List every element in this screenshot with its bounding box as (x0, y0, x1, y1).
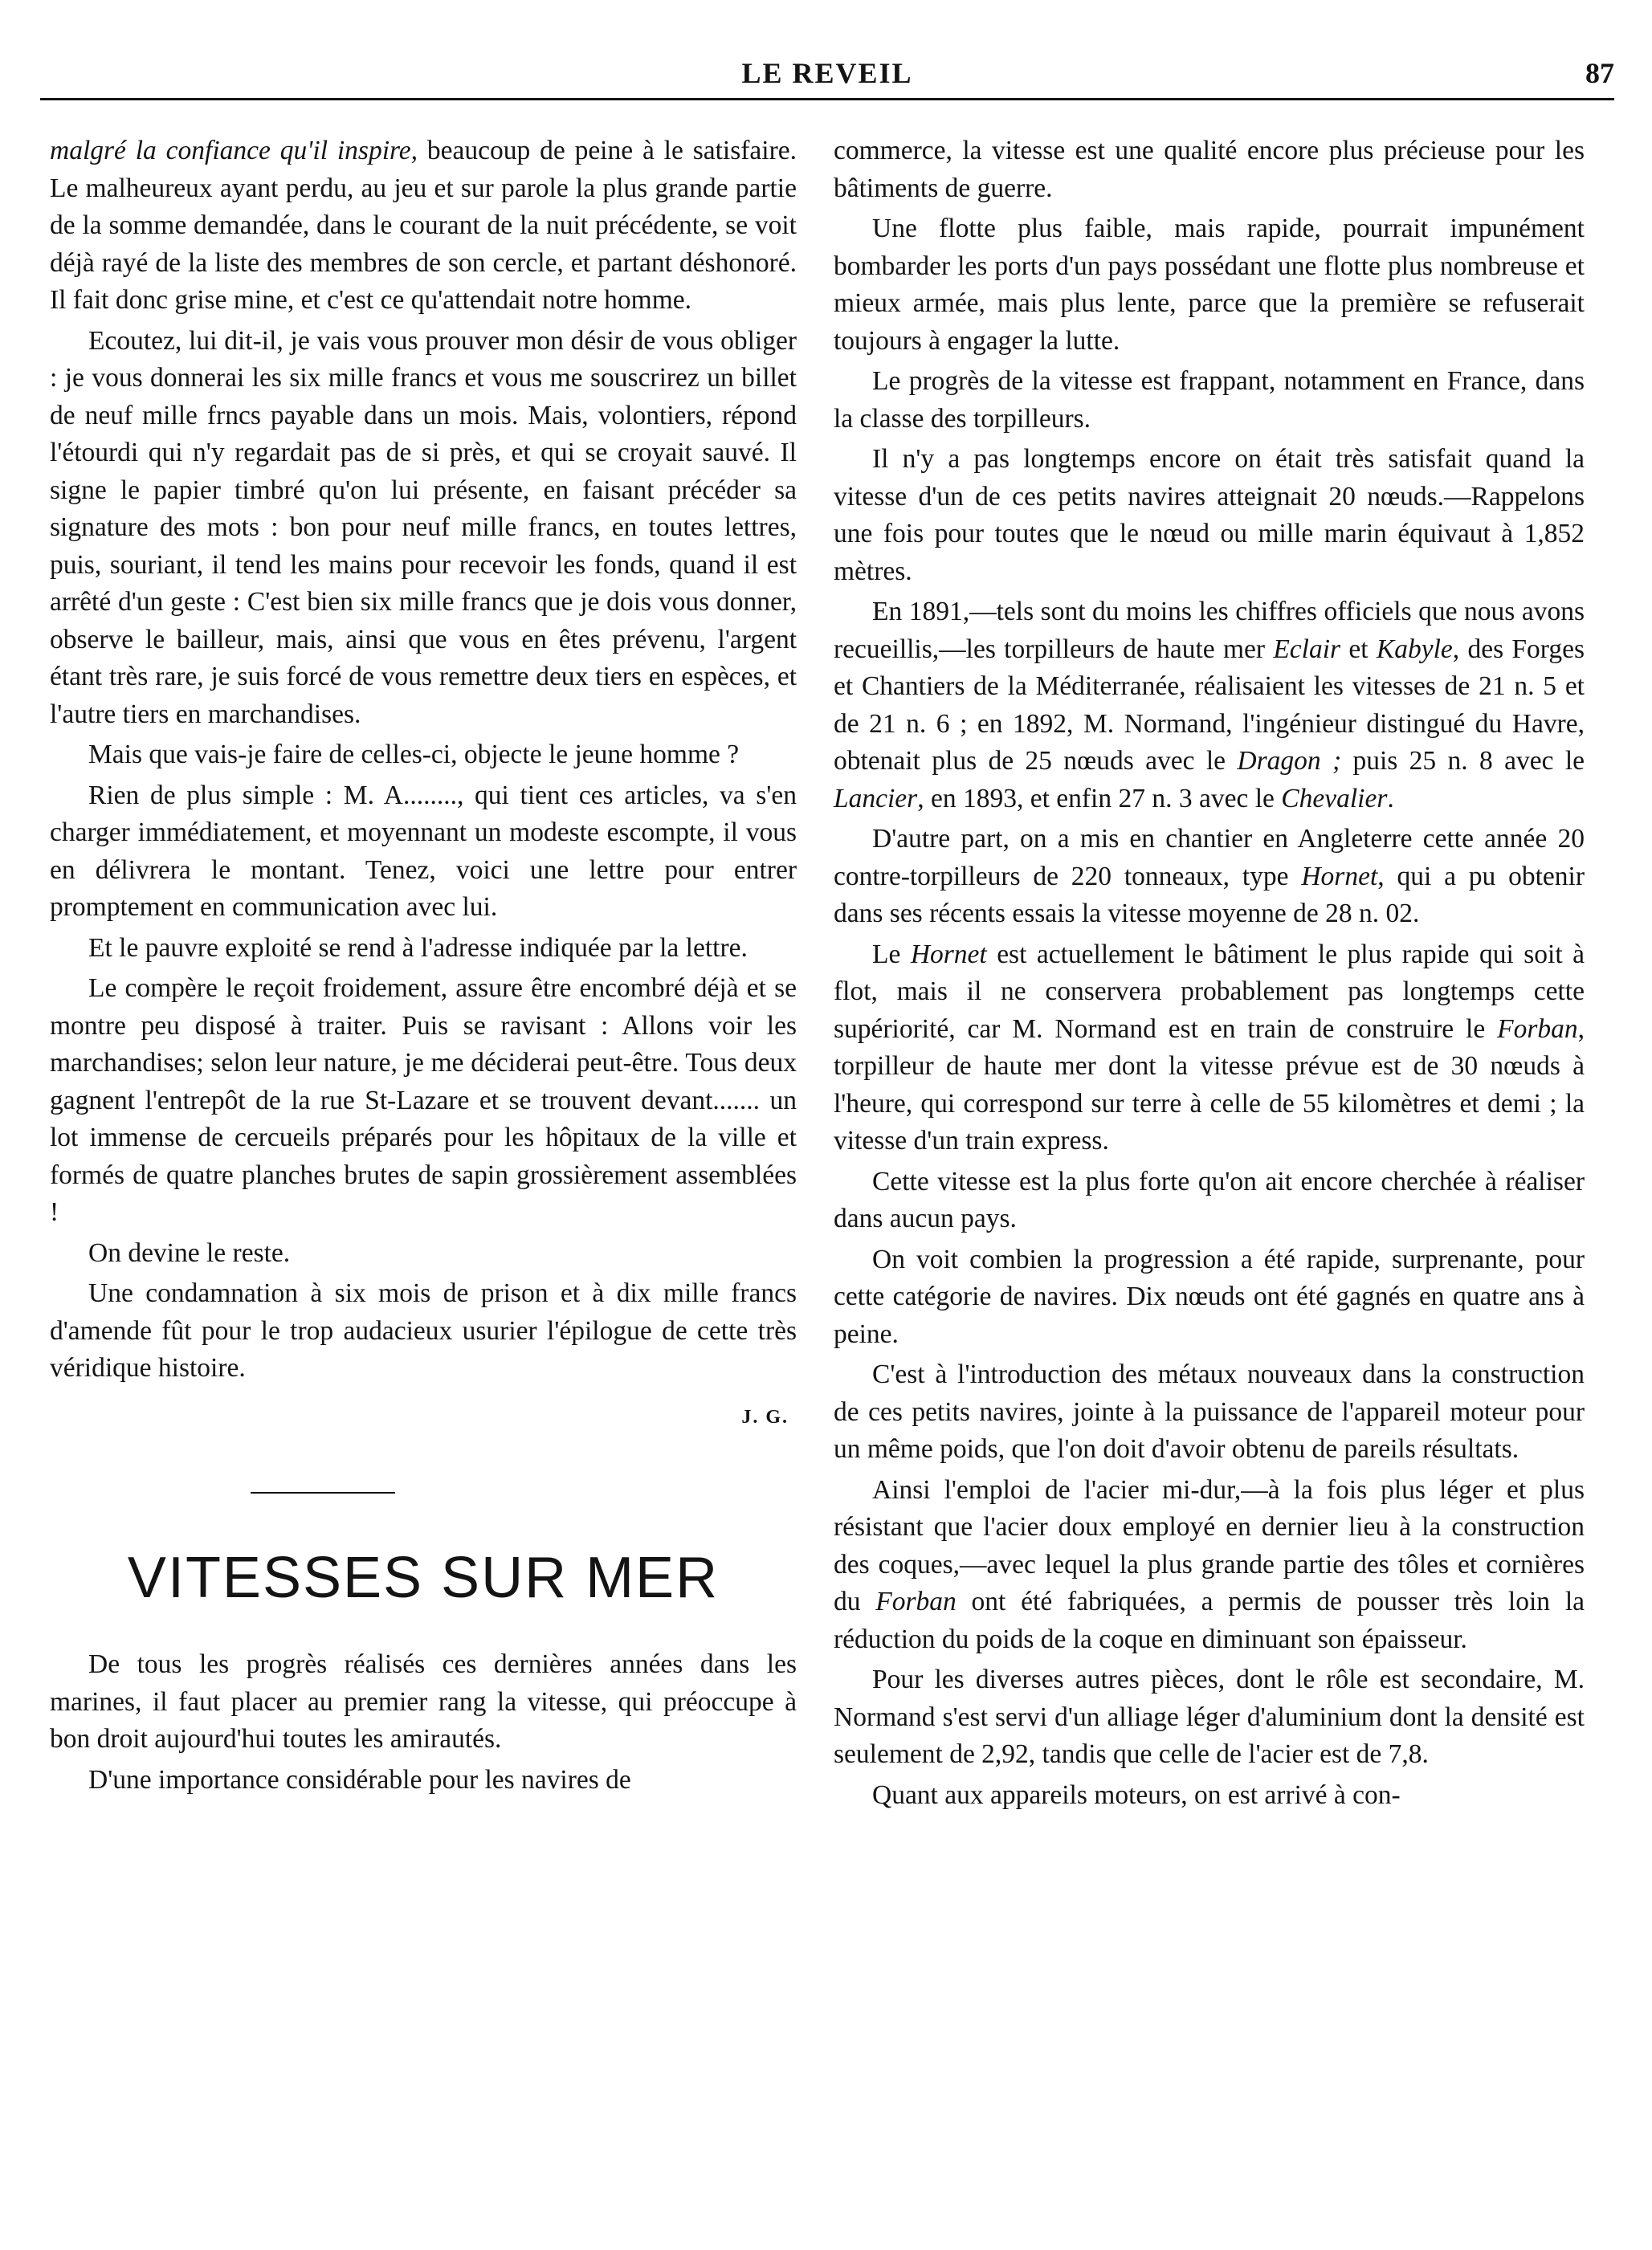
paragraph-text: Le (872, 939, 911, 969)
paragraph: Une flotte plus faible, mais rapide, pourrait impunément bombarder les ports d'un pays possédant une flotte plus nombreuse et mieux armée, mais plus lente, parce que la première se refuserait toujours à engager la lutte. (834, 214, 1585, 356)
paragraph-text: . (1387, 783, 1394, 813)
paragraph: On devine le reste. (88, 1237, 291, 1268)
paragraph-text: , en 1893, et enfin 27 n. 3 avec le (917, 783, 1282, 813)
paragraph (834, 821, 1585, 933)
paragraph-text: est actuellement le bâtiment le plus rapide qui soit à flot, mais il ne conservera probablement pas longtemps cette supériorité, car M. Normand est en train de construire le (834, 939, 1585, 1044)
paragraph (834, 593, 1585, 817)
paragraph-text: puis 25 n. 8 avec le (1341, 746, 1585, 776)
article-title: VITESSES SUR MER (127, 1546, 720, 1610)
ship-name: Hornet (1301, 861, 1378, 891)
paragraph: commerce, la vitesse est une qualité encore plus précieuse pour les bâtiments de guerre. (834, 136, 1585, 203)
ship-name: Kabyle (1376, 634, 1453, 664)
header-rule (40, 98, 1614, 100)
paragraph: Ecoutez, lui dit-il, je vais vous prouver mon désir de vous obliger : je vous donnerai les six mille francs et vous me souscrirez un billet de neuf mille frncs payable dans un mois. Mais, volontiers, répond l'étourdi qui n'y regardait pas de si près, et qui se croyait sauvé. Il signe le papier timbré qu'on lui présente, en faisant précéder sa signature des mots : bon pour neuf mille francs, en toutes lettres, puis, souriant, il tend les mains pour recevoir les fonds, quand il est arrêté d'un geste : C'est bien six mille francs que je dois vous donner, observe le bailleur, mais, ainsi que vous en êtes prévenu, l'argent étant très rare, je suis forcé de vous remettre deux tiers en espèces, et l'autre tiers en marchandises. (50, 325, 797, 729)
paragraph-text: D'autre part, on a mis en chantier en Angleterre cette année 20 contre-torpilleurs de 220 tonneaux, type (834, 824, 1585, 891)
left-column (50, 132, 797, 1802)
paragraph-text: En 1891,—tels sont du moins les chiffres officiels que nous avons recueillis,—les torpilleurs de haute mer (834, 597, 1585, 664)
ship-name: Hornet (910, 939, 987, 969)
paragraph: Une condamnation à six mois de prison et à dix mille francs d'amende fût pour le trop audacieux usurier l'épilogue de cette très véridique histoire. (50, 1278, 797, 1383)
paragraph (50, 132, 797, 320)
paragraph: C'est à l'introduction des métaux nouveaux dans la construction de ces petits navires, jointe à la puissance de l'appareil moteur pour un même poids, que l'on doit d'avoir obtenu de pareils résultats. (834, 1359, 1585, 1464)
page-number: 87 (1585, 57, 1614, 89)
ship-name: Dragon ; (1237, 746, 1342, 776)
paragraph: D'une importance considérable pour les navires de (88, 1764, 631, 1795)
ship-name: Lancier (834, 783, 918, 813)
paragraph: Il n'y a pas longtemps encore on était très satisfait quand la vitesse d'un de ces petits navires atteignait 20 nœuds.—Rappelons une fois pour toutes que le nœud ou mille marin équivaut à 1,852 mètres. (834, 444, 1585, 586)
paragraph-text: , des Forges et Chantiers de la Méditerranée, réalisaient les vitesses de 21 n. 5 et de 21 n. 6 ; en 1892, M. Normand, l'ingénieur distingué du Havre, obtenait plus de 25 nœuds avec le (834, 634, 1585, 776)
paragraph: Cette vitesse est la plus forte qu'on ait encore cherchée à réaliser dans aucun pays. (834, 1166, 1585, 1233)
paragraph: Le progrès de la vitesse est frappant, notamment en France, dans la classe des torpilleurs. (834, 366, 1585, 434)
ship-name: Forban (1497, 1013, 1578, 1044)
paragraph: Quant aux appareils moteurs, on est arrivé à con- (872, 1779, 1401, 1810)
author-signature: J. G. (741, 1406, 789, 1428)
right-column (834, 132, 1585, 1817)
paragraph (834, 1472, 1585, 1659)
paragraph: Mais que vais-je faire de celles-ci, objecte le jeune homme ? (88, 740, 740, 769)
paragraph-text: , qui a pu obtenir dans ses récents essais la vitesse moyenne de 28 n. 02. (834, 861, 1585, 928)
section-divider (251, 1492, 395, 1494)
paragraph: Pour les diverses autres pièces, dont le rôle est secondaire, M. Normand s'est servi d'un alliage léger d'aluminium dont la densité est seulement de 2,92, tandis que celle de l'acier est de 7,8. (834, 1665, 1585, 1769)
paragraph: Le compère le reçoit froidement, assure être encombré déjà et se montre peu disposé à traiter. Puis se ravisant : Allons voir les marchandises; selon leur nature, je me déciderai peut-être. Tous deux gagnent l'entrepôt de la rue St-Lazare et se trouvent devant....... un lot immense de cercueils préparés pour les hôpitaux de la ville et formés de quatre planches brutes de sapin grossièrement assemblées ! (50, 973, 797, 1227)
ship-name: Forban (875, 1587, 957, 1616)
paragraph (834, 936, 1585, 1160)
paragraph-text: et (1340, 634, 1377, 664)
paragraph-text: Ainsi l'emploi de l'acier mi-dur,—à la fois plus léger et plus résistant que l'acier doux employé en dernier lieu à la construction des coques,—avec lequel la plus grande partie des tôles et cornières du (834, 1474, 1585, 1616)
ship-name: Eclair (1273, 634, 1341, 664)
paragraph: Et le pauvre exploité se rend à l'adresse indiquée par la lettre. (88, 932, 748, 963)
ship-name: Chevalier (1281, 783, 1388, 813)
journal-title: LE REVEIL (741, 57, 913, 89)
paragraph-text: , torpilleur de haute mer dont la vitesse prévue est de 30 nœuds à l'heure, qui correspond sur terre à celle de 55 kilomètres et demi ; la vitesse d'un train express. (834, 1013, 1585, 1156)
paragraph: On voit combien la progression a été rapide, surprenante, pour cette catégorie de navires. Dix nœuds ont été gagnés en quatre ans à peine. (834, 1244, 1585, 1349)
italic-text: malgré la confiance qu'il inspire, (50, 136, 418, 165)
paragraph: De tous les progrès réalisés ces dernières années dans les marines, il faut placer au premier rang la vitesse, qui préoccupe à bon droit aujourd'hui toutes les amirautés. (50, 1649, 797, 1754)
page-header (40, 56, 1614, 104)
paragraph-text: ont été fabriquées, a permis de pousser très loin la réduction du poids de la coque en diminuant son épaisseur. (834, 1587, 1585, 1654)
paragraph: Rien de plus simple : M. A........, qui tient ces articles, va s'en charger immédiatement, et moyennant un modeste escompte, il vous en délivrera le montant. Tenez, voici une lettre pour entrer promptement en communication avec lui. (50, 780, 797, 922)
paragraph-text: beaucoup de peine à le satisfaire. Le malheureux ayant perdu, au jeu et sur parole la plus grande partie de la somme demandée, dans le courant de la nuit précédente, se voit déjà rayé de la liste des membres de son cercle, et partant déshonoré. Il fait donc grise mine, et c'est ce qu'attendait notre homme. (50, 136, 797, 315)
